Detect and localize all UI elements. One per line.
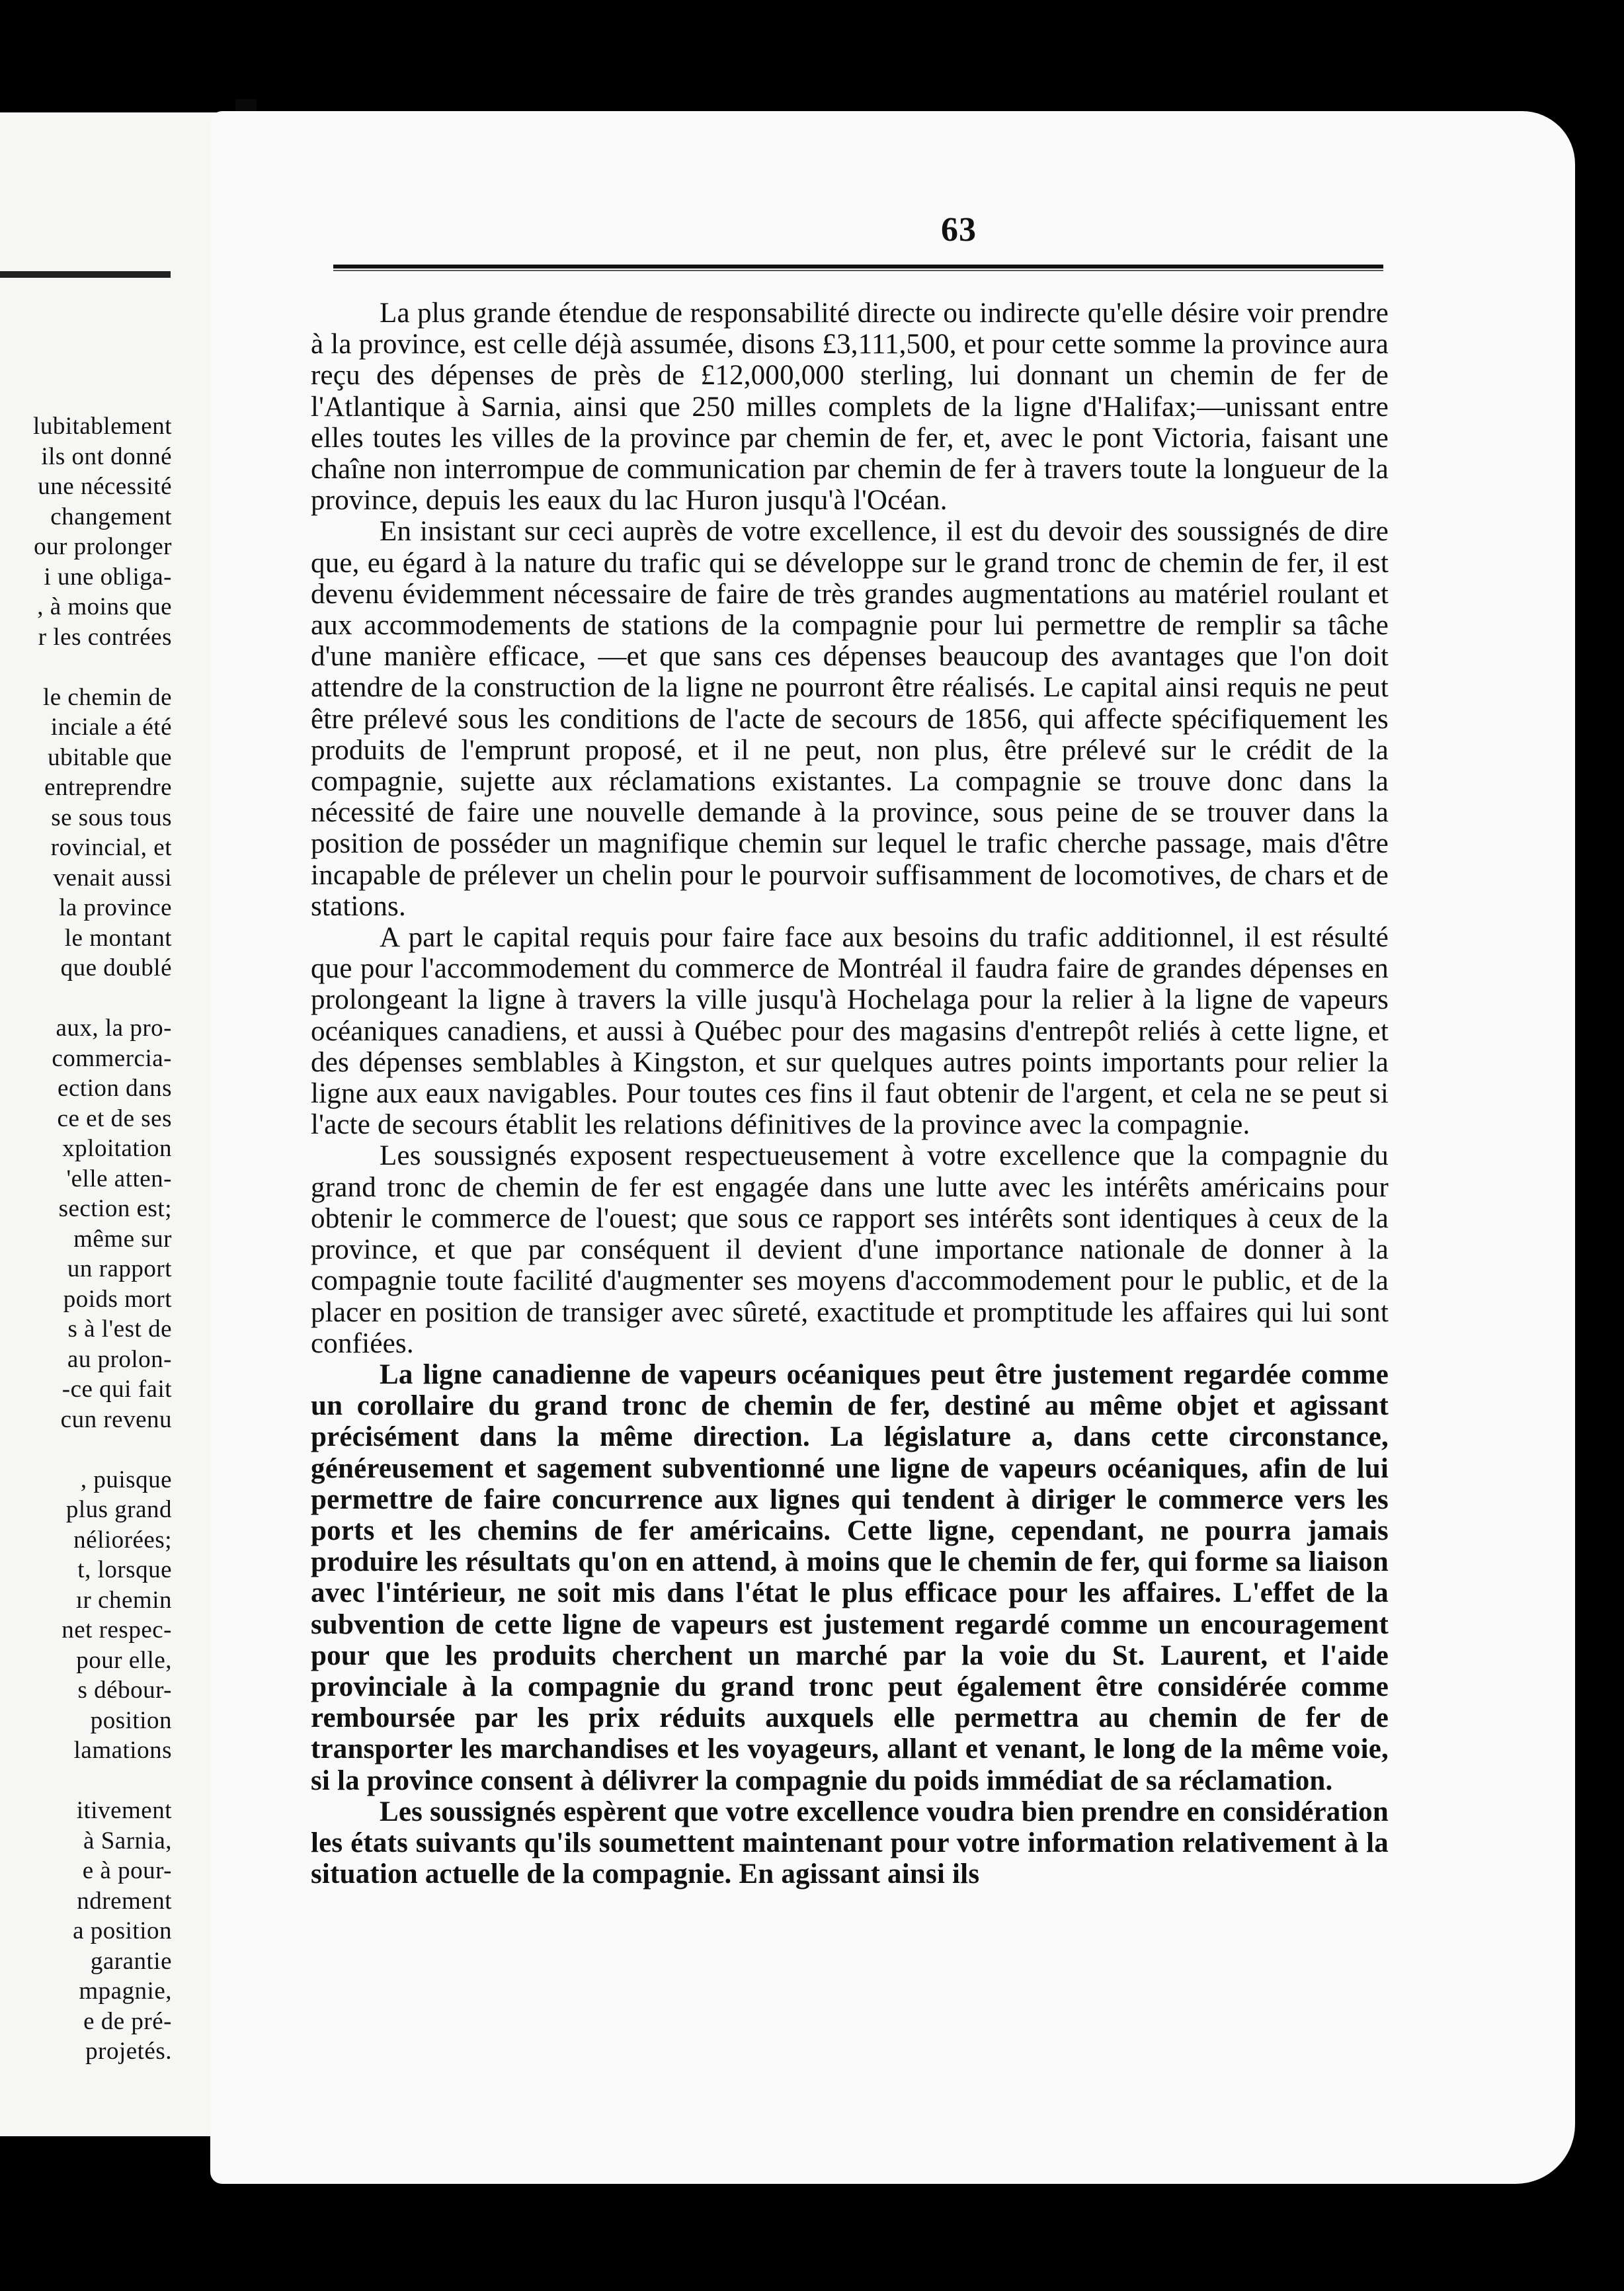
previous-page-line: position	[90, 1706, 172, 1734]
previous-page-line: ır chemin	[75, 1586, 172, 1614]
previous-page-line: ubitable que	[48, 743, 172, 771]
previous-page-line: garantie	[90, 1947, 172, 1975]
previous-page-gap	[0, 1766, 172, 1796]
previous-page-line: , à moins que	[37, 593, 172, 620]
previous-page-line: lamations	[73, 1737, 172, 1764]
paragraph-5: La ligne canadienne de vapeurs océaniques peut être justement regardée comme un corollaire du grand tronc de chemin de fer, destiné au même objet et agissant précisément dans la même direction. La législature a, dans cette circonstance, généreusement et sagement subventionné une ligne de vapeurs océaniques, afin de lui permettre de faire concurrence aux lignes qui tendent à diriger le commerce vers les ports et les chemins de fer américains. Cette ligne, cependant, ne pourra jamais produire les résultats qu'on en attend, à moins que le chemin de fer, qui forme sa liaison avec l'intérieur, ne soit mis dans l'état le plus efficace pour les affaires. L'effet de la subvention de cette ligne de vapeurs est justement regardé comme un encouragement pour que les produits cherchent un marché par la voie du St. Laurent, et l'aide provinciale à la compagnie du grand tronc peut également être considérée comme remboursée par les prix réduits auxquels elle permettra au chemin de fer de transporter les marchandises et les voyageurs, allant et venant, le long de la même voie, si la province consent à délivrer la compagnie du poids immédiat de sa réclamation.	[311, 1358, 1389, 1796]
previous-page-line: ils ont donné	[41, 442, 172, 470]
previous-page-rule	[0, 271, 171, 278]
previous-page-line: s à l'est de	[67, 1315, 172, 1343]
previous-page-line: t, lorsque	[77, 1556, 172, 1583]
previous-page-text	[0, 411, 172, 2067]
previous-page-line: ndrement	[77, 1887, 172, 1915]
page-body	[311, 298, 1389, 1890]
previous-page-line: -ce qui fait	[61, 1376, 172, 1403]
previous-page-line: s débour-	[77, 1677, 172, 1704]
previous-page-line: rovincial, et	[50, 834, 172, 861]
previous-page-line: ce et de ses	[57, 1104, 172, 1132]
previous-page-line: 'elle atten-	[66, 1165, 172, 1192]
previous-page-line: r les contrées	[38, 623, 172, 651]
paragraph-6: Les soussignés espèrent que votre excellence voudra bien prendre en considération les états suivants qu'ils soumettent maintenant pour votre information relativement à la situation actuelle de la compagnie. En agissant ainsi ils	[311, 1796, 1389, 1890]
previous-page-line: se sous tous	[51, 804, 172, 831]
previous-page-gap	[0, 1435, 172, 1465]
previous-page-line: même sur	[73, 1225, 172, 1253]
previous-page-line: lubitablement	[33, 413, 172, 440]
previous-page-fragment	[0, 112, 235, 2136]
previous-page-gap	[0, 983, 172, 1014]
previous-page-line: venait aussi	[53, 864, 172, 892]
previous-page-line: pour elle,	[76, 1646, 172, 1674]
previous-page-line: inciale a été	[50, 714, 172, 741]
document-page	[210, 111, 1575, 2184]
previous-page-line: a position	[73, 1917, 172, 1944]
previous-page-line: aux, la pro-	[56, 1015, 172, 1042]
previous-page-line: néliorées;	[73, 1526, 172, 1554]
previous-page-line: le chemin de	[42, 683, 172, 711]
previous-page-line: cun revenu	[60, 1405, 172, 1433]
previous-page-line: xploitation	[62, 1135, 172, 1162]
previous-page-line: la province	[59, 894, 172, 921]
previous-page-line: itivement	[76, 1797, 172, 1824]
previous-page-line: un rapport	[67, 1255, 172, 1282]
previous-page-line: une nécessité	[38, 473, 172, 500]
previous-page-line: section est;	[58, 1195, 172, 1222]
previous-page-line: ection dans	[58, 1075, 172, 1102]
paragraph-1: La plus grande étendue de responsabilité directe ou indirecte qu'elle désire voir prendre à la province, est celle déjà assumée, disons £3,111,500, et pour cette somme la province aura reçu des dépenses de près de £12,000,000 sterling, lui donnant un chemin de fer de l'Atlantique à Sarnia, ainsi que 250 milles complets de la ligne d'Halifax;—unissant entre elles toutes les villes de la province par chemin de fer, et, avec le pont Victoria, faisant une chaîne non interrompue de communication par chemin de fer à travers toute la longueur de la province, depuis les eaux du lac Huron jusqu'à l'Océan.	[311, 298, 1389, 517]
previous-page-line: le montant	[64, 924, 172, 952]
previous-page-line: e à pour-	[82, 1857, 172, 1884]
previous-page-line: plus grand	[65, 1496, 172, 1523]
previous-page-line: , puisque	[80, 1466, 172, 1493]
previous-page-line: changement	[50, 503, 172, 530]
previous-page-line: net respec-	[61, 1616, 172, 1644]
previous-page-line: poids mort	[63, 1285, 172, 1313]
paragraph-2: En insistant sur ceci auprès de votre excellence, il est du devoir des soussignés de dire que, eu égard à la nature du trafic qui se développe sur le grand tronc de chemin de fer, il est devenu évidemment nécessaire de faire de très grandes augmentations au matériel roulant et aux accommodements de stations de la compagnie pour lui permettre de remplir sa tâche d'une manière efficace, —et que sans ces dépenses beaucoup des avantages que l'on doit attendre de la construction de la ligne ne pourront être réalisés. Le capital ainsi requis ne peut être prélevé sous les conditions de l'acte de secours de 1856, qui affecte spécifiquement les produits de l'emprunt proposé, et il ne peut, non plus, être prélevé sur le crédit de la compagnie, sujette aux réclamations existantes. La compagnie se trouve donc dans la nécessité de faire une nouvelle demande à la province, sous peine de se trouver dans la position de posséder un magnifique chemin sur lequel le trafic cherche passage, mais d'être incapable de prélever un chelin pour le pourvoir suffisamment de locomotives, de chars et de stations.	[311, 516, 1389, 922]
header-rule	[333, 265, 1383, 271]
previous-page-line: our prolonger	[34, 533, 172, 560]
previous-page-gap	[0, 652, 172, 683]
previous-page-line: entreprendre	[44, 774, 172, 801]
previous-page-line: au prolon-	[67, 1345, 172, 1373]
previous-page-line: e de pré-	[83, 2007, 172, 2035]
previous-page-line: mpagnie,	[79, 1978, 172, 2005]
previous-page-line: projetés.	[85, 2038, 172, 2065]
page-number: 63	[941, 211, 977, 249]
paragraph-4: Les soussignés exposent respectueusement à votre excellence que la compagnie du grand tronc de chemin de fer est engagée dans une lutte avec les intérêts américains pour obtenir le commerce de l'ouest; que sous ce rapport ses intérêts sont identiques à ceux de la province, et que par conséquent il devient d'une importance nationale de donner à la compagnie toute facilité d'augmenter ses moyens d'accommodement pour le public, et de la placer en position de transiger avec sûreté, exactitude et promptitude les affaires qui lui sont confiées.	[311, 1140, 1389, 1359]
previous-page-line: à Sarnia,	[83, 1827, 172, 1854]
paragraph-3: A part le capital requis pour faire face aux besoins du trafic additionnel, il est résulté que pour l'accommodement du commerce de Montréal il faudra faire de grandes dépenses en prolongeant la ligne à travers la ville jusqu'à Hochelaga pour la relier à la ligne de vapeurs océaniques canadiens, et aussi à Québec pour des magasins d'entrepôt reliés à cette ligne, et des dépenses semblables à Kingston, et sur quelques autres points importants pour relier la ligne aux eaux navigables. Pour toutes ces fins il faut obtenir de l'argent, et cela ne se peut si l'acte de secours établit les relations définitives de la province avec la compagnie.	[311, 922, 1389, 1141]
previous-page-line: que doublé	[60, 954, 172, 981]
previous-page-line: i une obliga-	[44, 563, 172, 591]
previous-page-line: commercia-	[52, 1044, 172, 1072]
